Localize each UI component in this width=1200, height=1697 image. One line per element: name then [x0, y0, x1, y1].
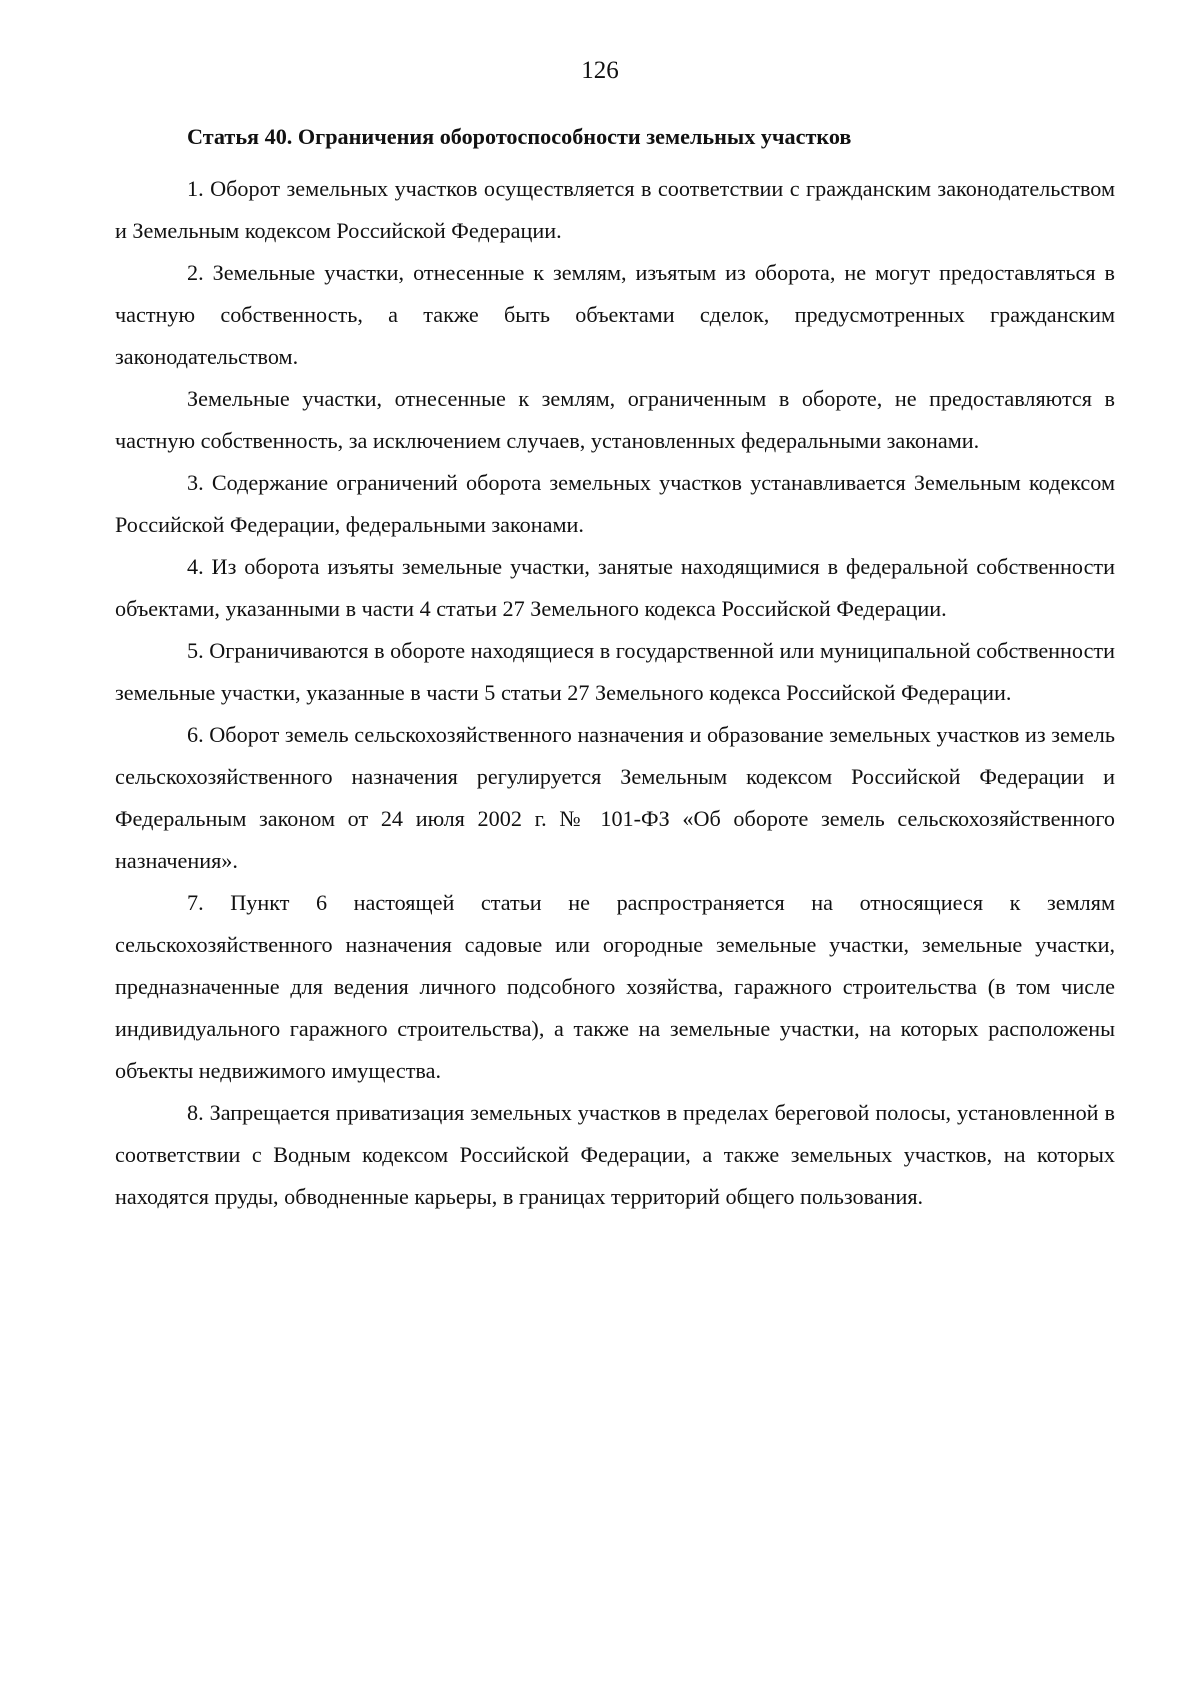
- paragraph-7: 7. Пункт 6 настоящей статьи не распространяется на относящиеся к землям сельскохозяйственного назначения садовые или огородные земельные участки, земельные участки, предназначенные для ведения личного подсобного хозяйства, гаражного строительства (в том числе индивидуального гаражного строительства), а также на земельные участки, на которых расположены объекты недвижимого имущества.: [115, 890, 1115, 1083]
- paragraph-8: 8. Запрещается приватизация земельных участков в пределах береговой полосы, установленной в соответствии с Водным кодексом Российской Федерации, а также земельных участков, на которых находятся пруды, обводненные карьеры, в границах территорий общего пользования.: [115, 1100, 1115, 1209]
- paragraph-2-continuation: Земельные участки, отнесенные к землям, ограниченным в обороте, не предоставляются в частную собственность, за исключением случаев, установленных федеральными законами.: [115, 386, 1115, 453]
- paragraph-4: 4. Из оборота изъяты земельные участки, занятые находящимися в федеральной собственности объектами, указанными в части 4 статьи 27 Земельного кодекса Российской Федерации.: [115, 554, 1115, 621]
- document-body: [115, 116, 1115, 1218]
- paragraph-5: 5. Ограничиваются в обороте находящиеся в государственной или муниципальной собственности земельные участки, указанные в части 5 статьи 27 Земельного кодекса Российской Федерации.: [115, 638, 1115, 705]
- paragraph-3: 3. Содержание ограничений оборота земельных участков устанавливается Земельным кодексом Российской Федерации, федеральными законами.: [115, 470, 1115, 537]
- page-number: 126: [581, 57, 619, 84]
- paragraph-2: 2. Земельные участки, отнесенные к землям, изъятым из оборота, не могут предоставляться в частную собственность, а также быть объектами сделок, предусмотренных гражданским законодательством.: [115, 260, 1115, 369]
- paragraph-1: 1. Оборот земельных участков осуществляется в соответствии с гражданским законодательством и Земельным кодексом Российской Федерации.: [115, 176, 1115, 243]
- article-title: Статья 40. Ограничения оборотоспособности земельных участков: [187, 124, 852, 149]
- paragraph-6: 6. Оборот земель сельскохозяйственного назначения и образование земельных участков из земель сельскохозяйственного назначения регулируется Земельным кодексом Российской Федерации и Федеральным законом от 24 июля 2002 г. № 101-ФЗ «Об обороте земель сельскохозяйственного назначения».: [115, 722, 1115, 873]
